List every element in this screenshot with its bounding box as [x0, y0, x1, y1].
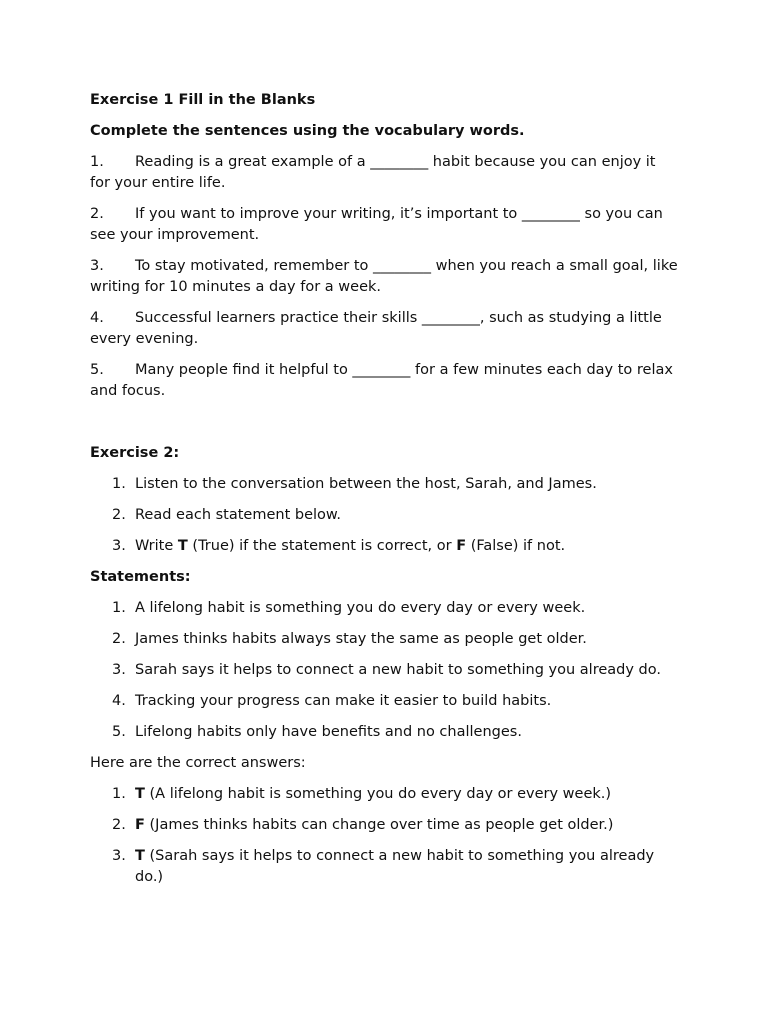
answer-mark: T	[135, 848, 145, 864]
answer-mark: T	[135, 786, 145, 802]
item-text: If you want to improve your writing, it’s important to ________ so you can see your improvement.	[90, 206, 663, 243]
answer-mark: F	[135, 817, 145, 833]
step-item	[112, 536, 678, 557]
item-number: 5.	[90, 362, 104, 378]
exercise1-item	[90, 256, 678, 298]
false-mark: F	[456, 538, 467, 554]
exercise1-title: Exercise 1 Fill in the Blanks	[90, 92, 316, 108]
exercise2-title: Exercise 2:	[90, 445, 180, 461]
statement-item	[112, 722, 678, 743]
statement-number: 5.	[112, 724, 126, 740]
answer-item	[112, 815, 678, 836]
statement-text: Tracking your progress can make it easier to build habits.	[135, 693, 552, 709]
answer-number: 3.	[112, 848, 126, 864]
item-number: 4.	[90, 310, 104, 326]
step-item	[112, 474, 678, 495]
answer-item	[112, 846, 678, 888]
answers-list	[90, 784, 678, 888]
statement-number: 4.	[112, 693, 126, 709]
step-text-post: (False) if not.	[466, 538, 566, 554]
exercise1-item	[90, 308, 678, 350]
statement-text: A lifelong habit is something you do every day or every week.	[135, 600, 586, 616]
answer-number: 2.	[112, 817, 126, 833]
exercise1-item	[90, 204, 678, 246]
exercise1-item	[90, 360, 678, 402]
exercise2-steps	[90, 474, 678, 557]
statement-item	[112, 629, 678, 650]
item-text: Many people find it helpful to ________ for a few minutes each day to relax and focus.	[90, 362, 673, 399]
item-number: 2.	[90, 206, 104, 222]
step-number: 2.	[112, 507, 126, 523]
statement-item	[112, 691, 678, 712]
exercise1-item	[90, 152, 678, 194]
statement-item	[112, 598, 678, 619]
step-text: Listen to the conversation between the host, Sarah, and James.	[135, 476, 597, 492]
statement-text: James thinks habits always stay the same as people get older.	[135, 631, 587, 647]
answer-number: 1.	[112, 786, 126, 802]
section-spacer	[90, 412, 678, 443]
item-text: Reading is a great example of a ________ habit because you can enjoy it for your entire life.	[90, 154, 656, 191]
exercise1-instruction: Complete the sentences using the vocabulary words.	[90, 123, 525, 139]
item-number: 1.	[90, 154, 104, 170]
statement-number: 1.	[112, 600, 126, 616]
item-text: Successful learners practice their skills ________, such as studying a little every evening.	[90, 310, 662, 347]
statement-number: 2.	[112, 631, 126, 647]
exercise1-list	[90, 152, 678, 402]
answer-item	[112, 784, 678, 805]
answer-text: (Sarah says it helps to connect a new habit to something you already do.)	[135, 848, 655, 885]
statement-number: 3.	[112, 662, 126, 678]
step-item	[112, 505, 678, 526]
step-text: Read each statement below.	[135, 507, 342, 523]
answers-intro: Here are the correct answers:	[90, 755, 306, 771]
step-number: 3.	[112, 538, 126, 554]
item-text: To stay motivated, remember to ________ when you reach a small goal, like writing for 10 minutes a day for a week.	[90, 258, 678, 295]
answer-text: (A lifelong habit is something you do every day or every week.)	[144, 786, 612, 802]
statement-text: Sarah says it helps to connect a new habit to something you already do.	[135, 662, 661, 678]
statements-list	[90, 598, 678, 743]
statements-title: Statements:	[90, 569, 191, 585]
step-text-pre: Write	[135, 538, 178, 554]
statement-text: Lifelong habits only have benefits and no challenges.	[135, 724, 522, 740]
step-text-mid: (True) if the statement is correct, or	[187, 538, 457, 554]
statement-item	[112, 660, 678, 681]
true-mark: T	[177, 538, 188, 554]
item-number: 3.	[90, 258, 104, 274]
step-number: 1.	[112, 476, 126, 492]
answer-text: (James thinks habits can change over time as people get older.)	[144, 817, 614, 833]
